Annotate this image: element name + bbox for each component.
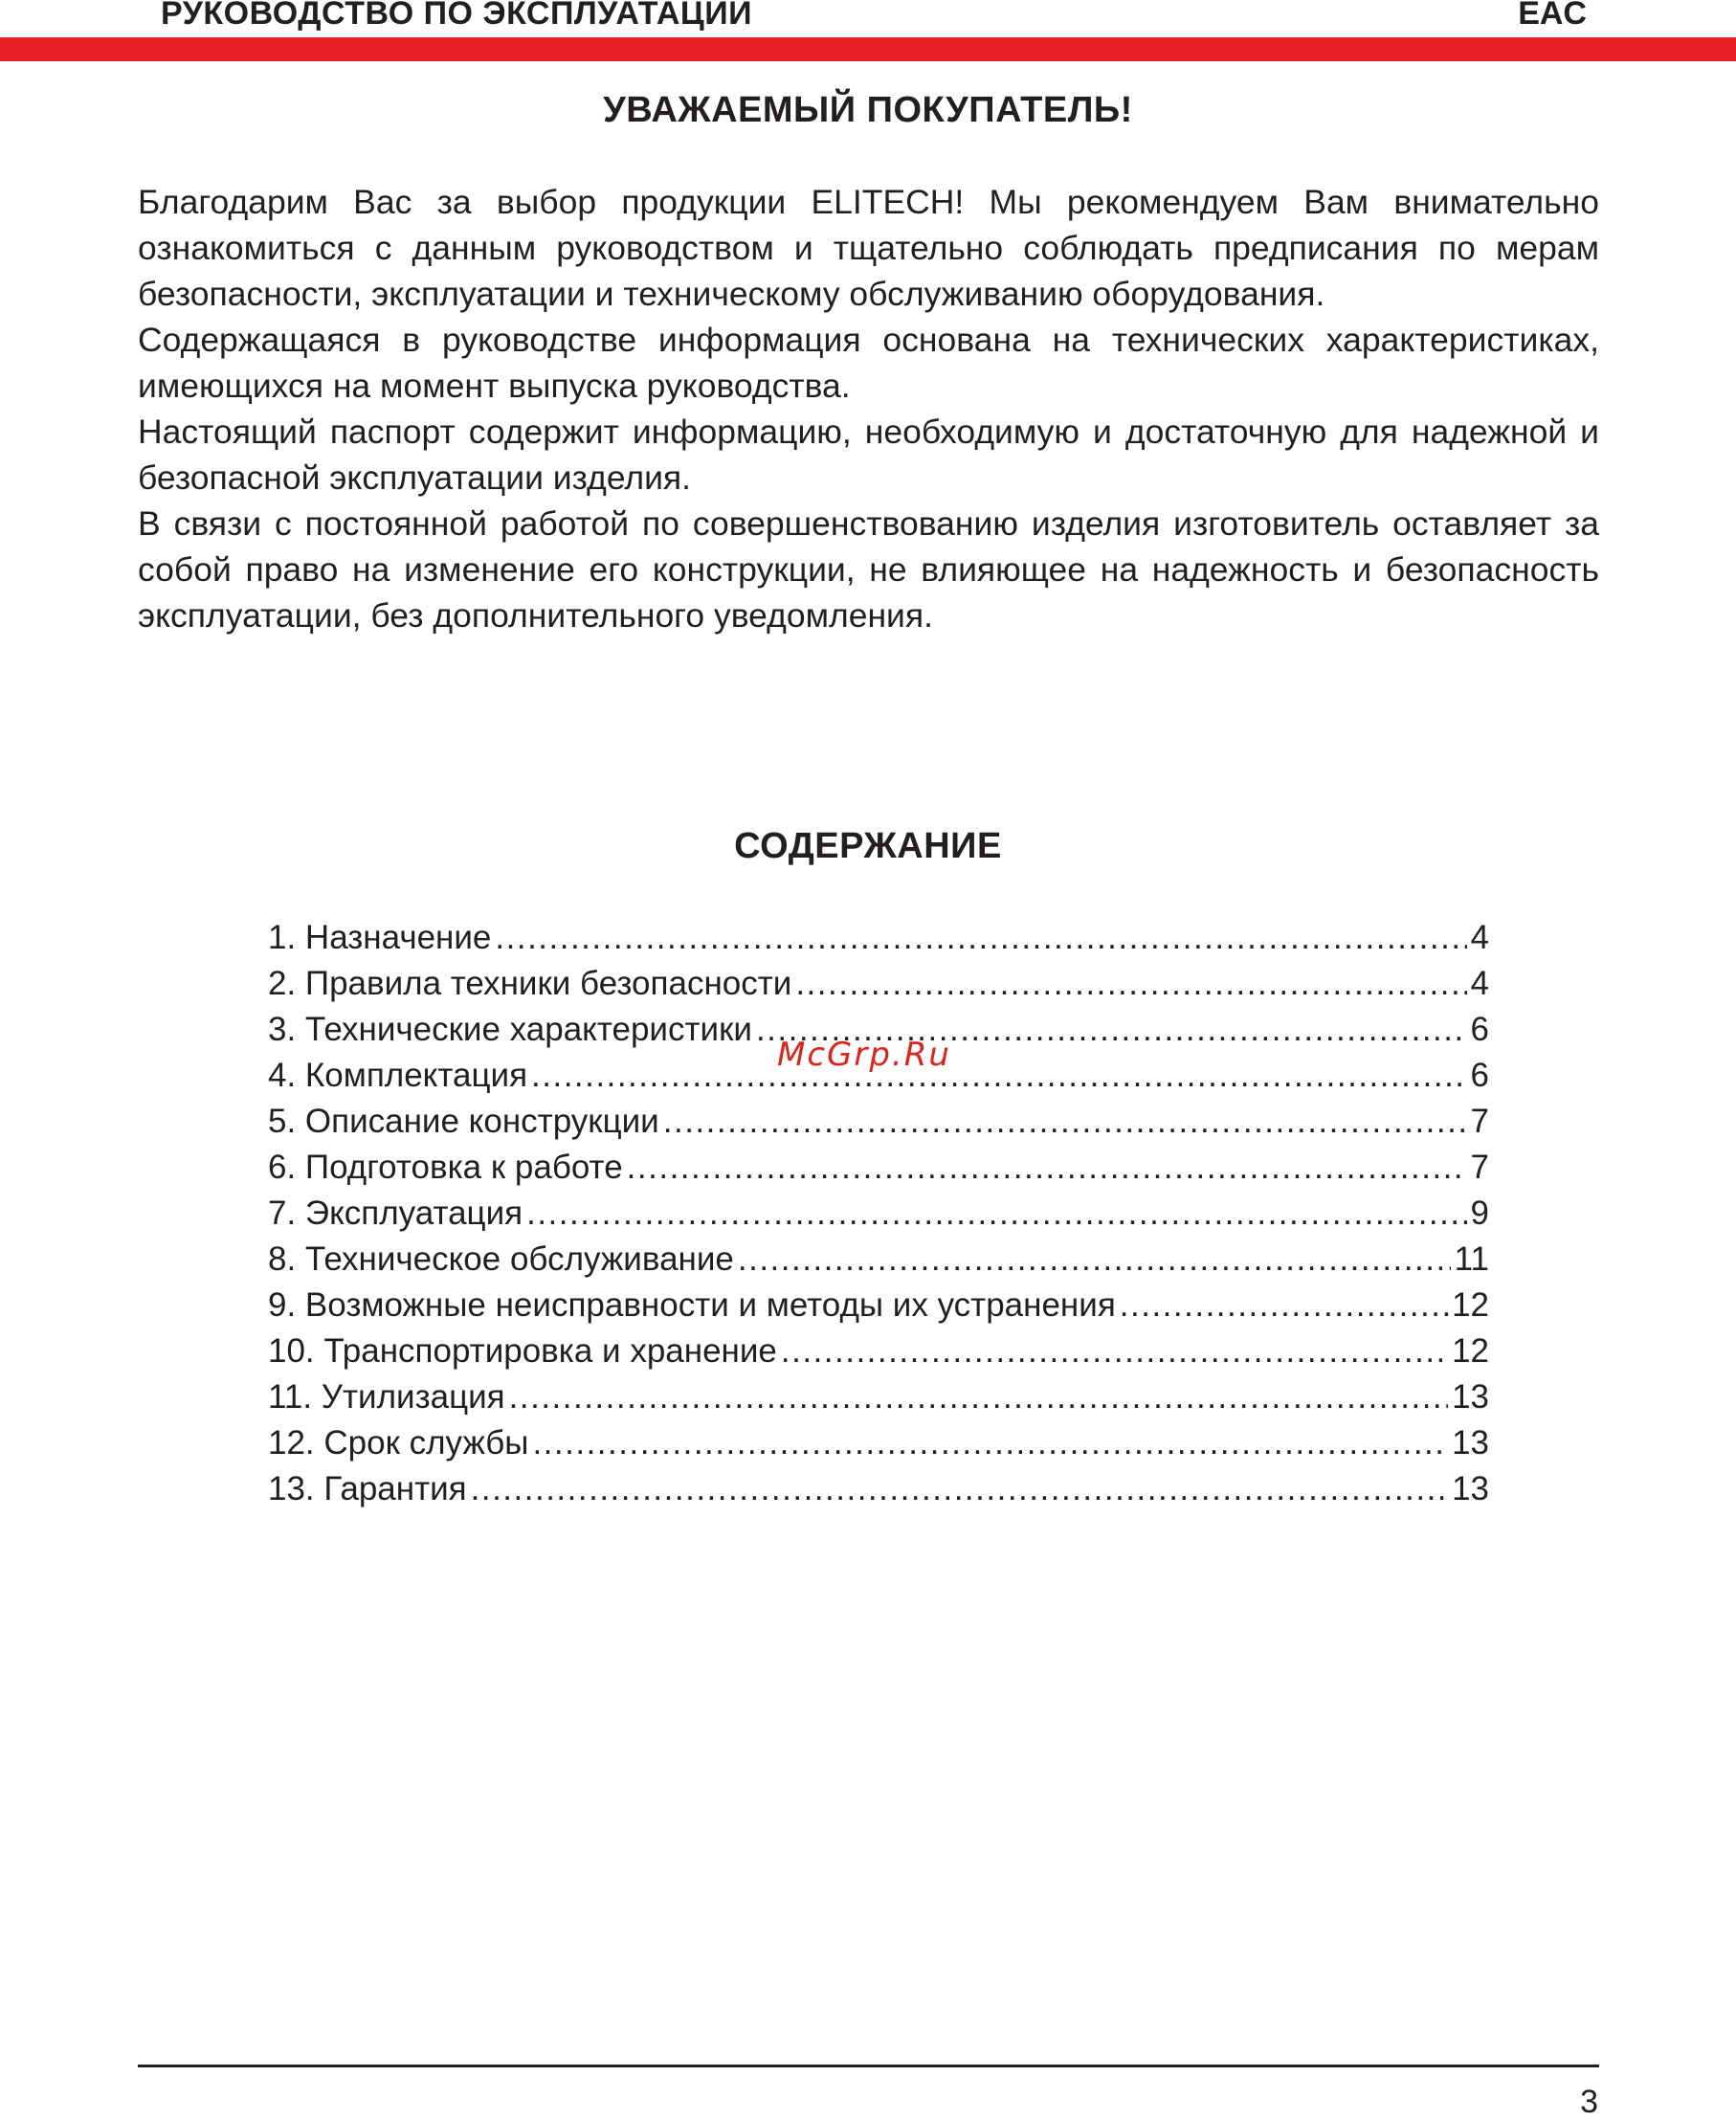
toc-item[interactable]: [268, 1328, 1489, 1374]
greeting-heading: УВАЖАЕМЫЙ ПОКУПАТЕЛЬ!: [603, 90, 1133, 130]
toc-item-label: 6. Подготовка к работе: [268, 1149, 623, 1186]
intro-paragraph-1: Благодарим Вас за выбор продукции ELITECH! Мы рекомендуем Вам внимательно ознакомиться с данным руководством и тщательно соблюдать предписания по мерам безопасности, эксплуатации и техническому обслуживанию оборудования.: [138, 183, 1599, 313]
toc-item-page: 6: [1470, 1057, 1489, 1094]
toc-item-page: 9: [1470, 1194, 1489, 1232]
toc-item[interactable]: [268, 1191, 1489, 1237]
toc-leader: [495, 915, 1466, 961]
toc-item-label: 4. Комплектация: [268, 1057, 528, 1094]
toc-leader: [1120, 1283, 1448, 1328]
toc-item-label: 10. Транспортировка и хранение: [268, 1332, 777, 1370]
toc-item[interactable]: [268, 1283, 1489, 1328]
toc-item[interactable]: [268, 1099, 1489, 1145]
toc-item-label: 7. Эксплуатация: [268, 1194, 523, 1232]
toc-item-label: 5. Описание конструкции: [268, 1103, 659, 1140]
toc-leader: [471, 1466, 1448, 1512]
toc-item-label: 11. Утилизация: [268, 1378, 505, 1416]
toc-item-page: 13: [1452, 1378, 1489, 1416]
toc-item[interactable]: [268, 1420, 1489, 1466]
toc-item-page: 4: [1470, 965, 1489, 1002]
toc-item-label: 13. Гарантия: [268, 1470, 467, 1507]
toc-item[interactable]: [268, 961, 1489, 1007]
toc-item-page: 11: [1454, 1240, 1489, 1278]
toc-item-label: 1. Назначение: [268, 919, 492, 956]
page-number: 3: [1580, 2084, 1598, 2120]
toc-item[interactable]: [268, 1237, 1489, 1283]
toc-title: СОДЕРЖАНИЕ: [734, 826, 1002, 866]
toc-item-page: 13: [1452, 1470, 1489, 1507]
toc-item[interactable]: [268, 915, 1489, 961]
header-red-band: [0, 37, 1736, 61]
watermark: McGrp.Ru: [777, 1036, 951, 1074]
toc-item-page: 4: [1470, 919, 1489, 956]
toc-item-label: 12. Срок службы: [268, 1424, 529, 1462]
toc-item[interactable]: [268, 1145, 1489, 1191]
toc-leader: [627, 1145, 1467, 1191]
toc-item-label: 3. Технические характеристики: [268, 1011, 752, 1048]
toc-item-label: 9. Возможные неисправности и методы их устранения: [268, 1286, 1116, 1324]
table-of-contents: [268, 915, 1489, 1512]
toc-item-page: 7: [1470, 1103, 1489, 1140]
toc-leader: [531, 1053, 1467, 1099]
toc-leader: [795, 961, 1466, 1007]
toc-item-page: 7: [1470, 1149, 1489, 1186]
intro-paragraph-3: Настоящий паспорт содержит информацию, необходимую и достаточную для надежной и безопасной эксплуатации изделия.: [138, 413, 1599, 497]
toc-leader: [663, 1099, 1467, 1145]
toc-item[interactable]: [268, 1466, 1489, 1512]
toc-leader: [509, 1374, 1448, 1420]
footer-divider: [138, 2065, 1599, 2067]
toc-leader: [526, 1191, 1466, 1237]
intro-paragraph-2: Содержащаяся в руководстве информация основана на технических характеристиках, имеющихся на момент выпуска руководства.: [138, 321, 1599, 405]
toc-item-page: 13: [1452, 1424, 1489, 1462]
toc-item-page: 12: [1452, 1286, 1489, 1324]
toc-item[interactable]: [268, 1374, 1489, 1420]
toc-item-label: 2. Правила техники безопасности: [268, 965, 792, 1002]
eac-mark: EAC: [1518, 0, 1587, 32]
toc-leader: [738, 1237, 1451, 1283]
toc-leader: [532, 1420, 1448, 1466]
toc-item-page: 12: [1452, 1332, 1489, 1370]
header-title: РУКОВОДСТВО ПО ЭКСПЛУАТАЦИИ: [161, 0, 753, 32]
intro-paragraph-4: В связи с постоянной работой по совершенствованию изделия изготовитель оставляет за собой право на изменение его конструкции, не влияющее на надежность и безопасность эксплуатации, без дополнительного уведомления.: [138, 504, 1599, 635]
toc-leader: [781, 1328, 1448, 1374]
intro-text: [138, 179, 1599, 638]
toc-item-page: 6: [1470, 1011, 1489, 1048]
toc-item-label: 8. Техническое обслуживание: [268, 1240, 734, 1278]
